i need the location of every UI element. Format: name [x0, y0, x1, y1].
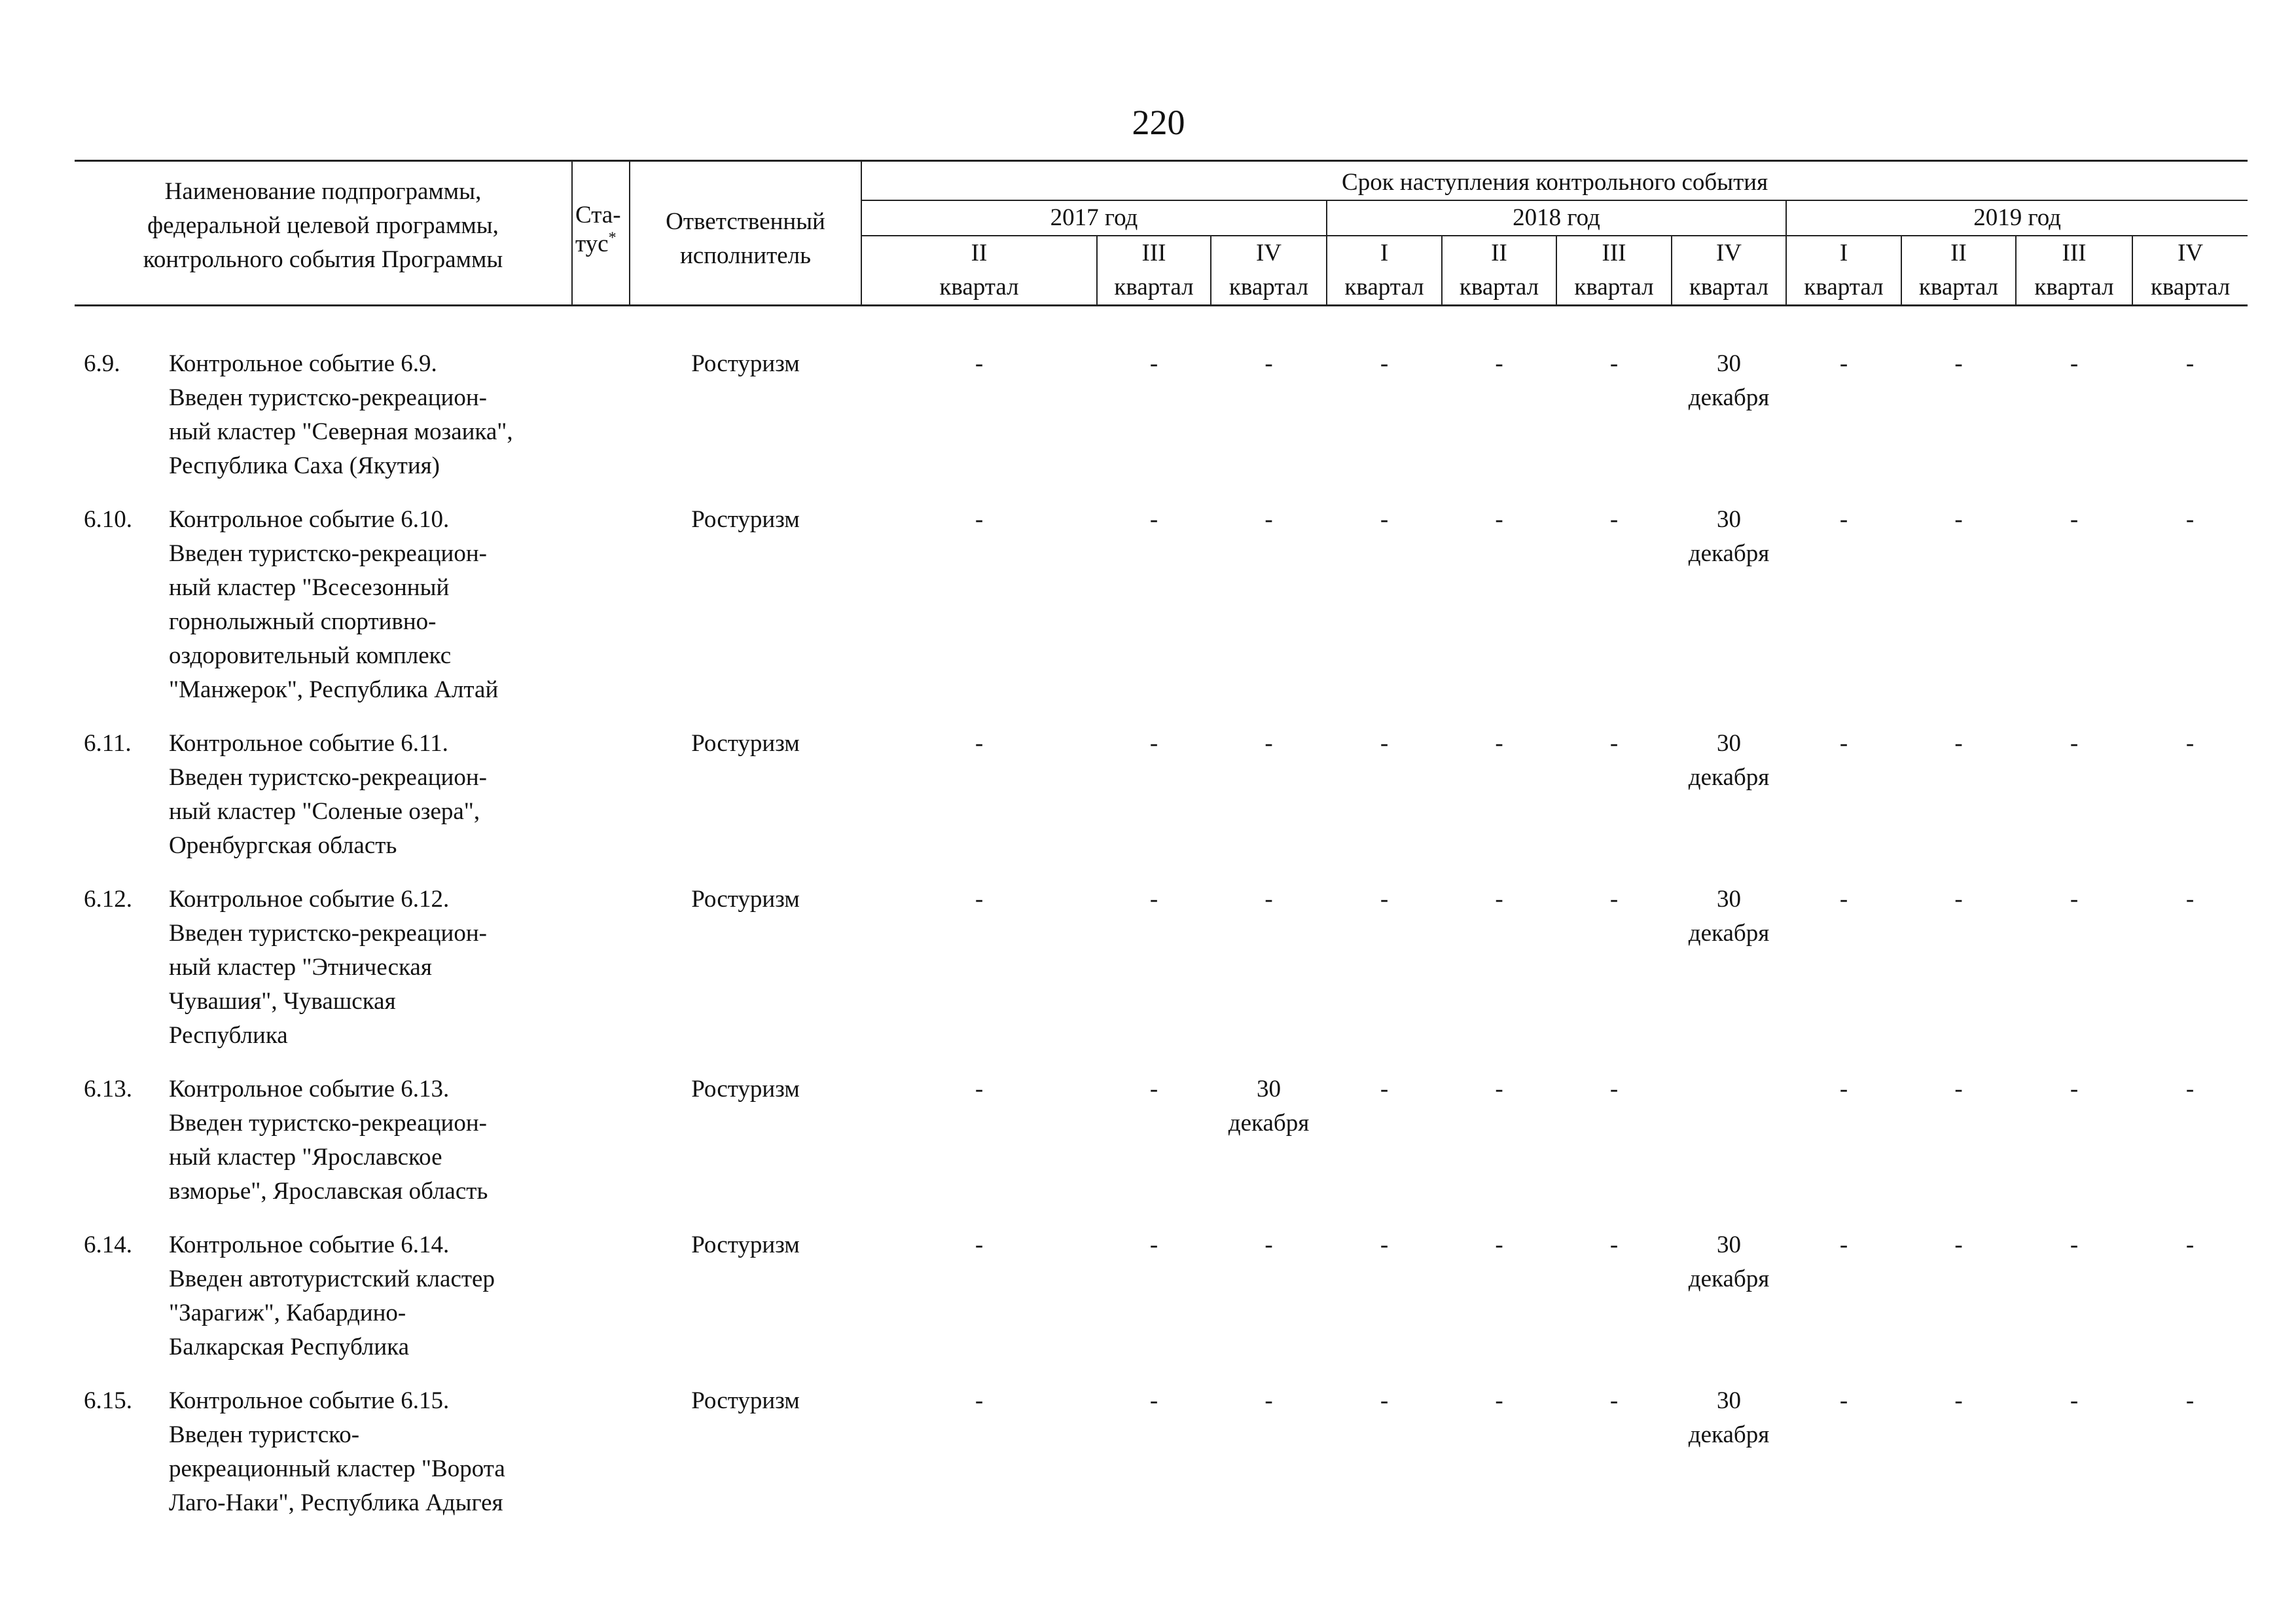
quarter-cell — [1211, 503, 1327, 727]
quarter-cell — [1442, 347, 1556, 503]
event-description-line: Оренбургская область — [169, 832, 397, 859]
event-description-line: ный кластер "Всесезонный — [169, 574, 450, 601]
quarter-value: - — [2070, 1076, 2079, 1103]
quarter-value: - — [975, 506, 984, 533]
quarter-roman: I — [1380, 240, 1389, 266]
quarter-cell — [1327, 883, 1442, 1072]
event-description-line: Контрольное событие 6.15. — [169, 1387, 450, 1414]
status-cell — [572, 727, 630, 883]
event-description-line: "Зарагиж", Кабардино- — [169, 1300, 406, 1326]
year-header-2019: 2019 год — [1786, 200, 2248, 236]
event-description-line: Балкарская Республика — [169, 1334, 410, 1360]
quarter-cell — [1901, 347, 2016, 503]
quarter-header — [1211, 236, 1327, 306]
event-description-line: ный кластер "Этническая — [169, 954, 432, 981]
quarter-cell — [1901, 1384, 2016, 1540]
quarter-value: - — [1265, 1387, 1273, 1414]
quarter-value: - — [1495, 506, 1503, 533]
quarter-value: - — [1149, 350, 1158, 377]
quarter-roman: II — [1950, 240, 1967, 266]
quarter-value: - — [1380, 1231, 1389, 1258]
quarter-cell — [861, 1072, 1097, 1228]
quarter-header — [1556, 236, 1672, 306]
event-description-line: Лаго-Наки", Республика Адыгея — [169, 1489, 503, 1516]
status-cell — [572, 1228, 630, 1384]
quarter-cell — [1327, 1228, 1442, 1384]
quarter-value: - — [1495, 886, 1503, 913]
quarter-label: квартал — [2034, 274, 2114, 301]
quarter-value: - — [1839, 350, 1848, 377]
quarter-cell — [1327, 347, 1442, 503]
event-number: 6.14. — [84, 1231, 132, 1258]
event-description-line: Контрольное событие 6.12. — [169, 886, 450, 913]
quarter-value: - — [1149, 1076, 1158, 1103]
quarter-value: - — [1495, 350, 1503, 377]
quarter-value: - — [975, 730, 984, 757]
quarter-value: - — [975, 350, 984, 377]
quarter-value: - — [1265, 506, 1273, 533]
status-footnote-mark: * — [608, 229, 617, 247]
quarter-value: - — [1839, 506, 1848, 533]
quarter-label: квартал — [939, 274, 1019, 301]
event-description — [169, 1072, 488, 1209]
event-description-line: ный кластер "Соленые озера", — [169, 798, 480, 825]
event-description — [169, 727, 487, 863]
quarter-roman: IV — [1255, 240, 1282, 266]
quarter-value: - — [1495, 1387, 1503, 1414]
event-description-line: Введен туристско-рекреацион- — [169, 540, 487, 567]
quarter-value: - — [1149, 886, 1158, 913]
quarter-cell — [2132, 1072, 2248, 1228]
event-description — [169, 883, 487, 1053]
quarter-cell — [1211, 347, 1327, 503]
quarter-header — [1786, 236, 1901, 306]
quarter-cell — [2132, 727, 2248, 883]
quarter-roman: IV — [1715, 240, 1742, 266]
quarter-value: декабря — [1688, 540, 1770, 567]
quarter-cell — [1097, 1228, 1211, 1384]
quarter-header — [2132, 236, 2248, 306]
quarter-value: 30 — [1717, 730, 1741, 757]
quarter-label: квартал — [1804, 274, 1884, 301]
quarter-label: квартал — [2150, 274, 2231, 301]
quarter-cell — [2016, 883, 2132, 1072]
event-number: 6.10. — [84, 506, 132, 533]
quarter-roman: IV — [2178, 240, 2204, 266]
quarter-value: декабря — [1688, 384, 1770, 411]
quarter-label: квартал — [1459, 274, 1539, 301]
header-row-top — [75, 161, 2248, 201]
quarter-cell — [1786, 727, 1901, 883]
year-header-2017: 2017 год — [861, 200, 1327, 236]
quarter-value: - — [2185, 886, 2195, 913]
quarter-cell — [1672, 1072, 1786, 1228]
quarter-value: 30 — [1257, 1076, 1281, 1103]
quarter-cell — [1097, 347, 1211, 503]
year-header-2018: 2018 год — [1327, 200, 1786, 236]
quarter-cell — [2132, 1228, 2248, 1384]
table-row — [75, 727, 2248, 883]
executor-cell: Ростуризм — [691, 1387, 800, 1414]
quarter-value: - — [1609, 350, 1619, 377]
quarter-value: - — [1149, 1387, 1158, 1414]
quarter-value: - — [1954, 1387, 1963, 1414]
quarter-roman: I — [1839, 240, 1848, 266]
event-description-line: взморье", Ярославская область — [169, 1178, 488, 1205]
quarter-cell — [1672, 1228, 1786, 1384]
quarter-cell — [1556, 347, 1672, 503]
quarter-cell — [1556, 1228, 1672, 1384]
quarter-value: - — [1265, 886, 1273, 913]
quarter-cell — [1786, 1384, 1901, 1540]
event-description-line: горнолыжный спортивно- — [169, 608, 437, 635]
quarter-value: - — [975, 1387, 984, 1414]
quarter-value: - — [2070, 1387, 2079, 1414]
executor-column-header — [630, 161, 861, 306]
quarter-value: - — [1609, 730, 1619, 757]
quarter-cell — [1442, 1072, 1556, 1228]
quarter-header — [1327, 236, 1442, 306]
quarter-cell — [1097, 503, 1211, 727]
quarter-cell — [861, 1384, 1097, 1540]
executor-header-line: Ответственный — [666, 208, 825, 235]
quarter-value: - — [1495, 1231, 1503, 1258]
quarter-cell — [1211, 1228, 1327, 1384]
event-description-line: Введен туристско-рекреацион- — [169, 384, 487, 411]
deadline-header: Срок наступления контрольного события — [861, 161, 2248, 201]
table-row — [75, 883, 2248, 1072]
quarter-value: - — [2185, 350, 2195, 377]
quarter-cell — [2132, 1384, 2248, 1540]
quarter-cell — [1901, 883, 2016, 1072]
quarter-cell — [2132, 503, 2248, 727]
quarter-cell — [1672, 1384, 1786, 1540]
event-description-line: Контрольное событие 6.9. — [169, 350, 437, 377]
quarter-value: - — [2185, 1231, 2195, 1258]
quarter-value: декабря — [1688, 1266, 1770, 1292]
quarter-cell — [1901, 1072, 2016, 1228]
quarter-value: - — [2185, 1076, 2195, 1103]
quarter-cell — [1556, 1072, 1672, 1228]
quarter-value: декабря — [1688, 1421, 1770, 1448]
quarter-cell — [1097, 727, 1211, 883]
event-description-line: Республика Саха (Якутия) — [169, 452, 440, 479]
quarter-cell — [1786, 347, 1901, 503]
quarter-cell — [1901, 727, 2016, 883]
event-description-line: Введен туристско-рекреацион- — [169, 920, 487, 947]
status-header-line: Ста- — [575, 202, 621, 228]
quarter-value: - — [1839, 1231, 1848, 1258]
event-description-line: Введен туристско-рекреацион- — [169, 1110, 487, 1137]
quarter-cell — [1442, 1384, 1556, 1540]
quarter-value: - — [2070, 350, 2079, 377]
name-header-line: Наименование подпрограммы, — [164, 178, 482, 205]
table-row — [75, 1384, 2248, 1540]
quarter-value: - — [1954, 730, 1963, 757]
quarter-cell — [1556, 1384, 1672, 1540]
quarter-header — [2016, 236, 2132, 306]
event-description-line: Республика — [169, 1022, 288, 1049]
event-description-line: Чувашия", Чувашская — [169, 988, 396, 1015]
quarter-value: - — [2185, 1387, 2195, 1414]
quarter-value: - — [1609, 506, 1619, 533]
quarter-value: декабря — [1228, 1110, 1310, 1137]
quarter-cell — [1442, 1228, 1556, 1384]
quarter-roman: II — [971, 240, 988, 266]
quarter-value: - — [1495, 1076, 1503, 1103]
quarter-value: - — [1149, 1231, 1158, 1258]
event-name-cell — [75, 1228, 572, 1384]
quarter-cell — [1901, 503, 2016, 727]
quarter-cell — [1211, 883, 1327, 1072]
event-description — [169, 1228, 495, 1364]
event-number: 6.12. — [84, 886, 132, 913]
quarter-header — [1672, 236, 1786, 306]
quarter-value: - — [1149, 730, 1158, 757]
event-number: 6.11. — [84, 730, 132, 757]
quarter-value: 30 — [1717, 1387, 1741, 1414]
quarter-value: 30 — [1717, 350, 1741, 377]
event-description-line: Введен автотуристский кластер — [169, 1266, 495, 1292]
quarter-cell — [1211, 1384, 1327, 1540]
quarter-value: - — [1609, 886, 1619, 913]
quarter-cell — [1097, 1072, 1211, 1228]
quarter-value: - — [2070, 506, 2079, 533]
quarter-value: - — [1380, 506, 1389, 533]
quarter-header — [1097, 236, 1211, 306]
quarter-cell — [2016, 1228, 2132, 1384]
quarter-header — [1442, 236, 1556, 306]
event-name-cell — [75, 883, 572, 1072]
quarter-cell — [1556, 883, 1672, 1072]
event-description — [169, 347, 513, 483]
quarter-cell — [1672, 883, 1786, 1072]
status-column-header — [572, 161, 630, 306]
quarter-value: - — [1265, 350, 1273, 377]
quarter-cell — [2016, 1384, 2132, 1540]
quarter-value: 30 — [1717, 1231, 1741, 1258]
table-row — [75, 347, 2248, 503]
table-row — [75, 1228, 2248, 1384]
quarter-roman: III — [2062, 240, 2087, 266]
event-description-line: Контрольное событие 6.10. — [169, 506, 450, 533]
event-description-line: "Манжерок", Республика Алтай — [169, 676, 499, 703]
quarter-value: - — [1495, 730, 1503, 757]
quarter-roman: III — [1141, 240, 1166, 266]
quarter-cell — [1097, 883, 1211, 1072]
quarter-cell — [1556, 727, 1672, 883]
quarter-cell — [1786, 883, 1901, 1072]
spacer-cell — [75, 306, 2248, 348]
quarter-cell — [861, 347, 1097, 503]
quarter-cell — [861, 883, 1097, 1072]
quarter-value: - — [1954, 1231, 1963, 1258]
status-cell — [572, 883, 630, 1072]
event-description — [169, 1384, 505, 1520]
table-row — [75, 503, 2248, 727]
quarter-value: - — [1380, 886, 1389, 913]
quarter-roman: III — [1602, 240, 1626, 266]
name-column-header — [75, 161, 572, 306]
quarter-cell — [1327, 503, 1442, 727]
executor-cell: Ростуризм — [691, 1231, 800, 1258]
quarter-cell — [1327, 727, 1442, 883]
quarter-value: - — [1609, 1076, 1619, 1103]
event-number: 6.15. — [84, 1387, 132, 1414]
quarter-roman: II — [1491, 240, 1507, 266]
event-description-line: ный кластер "Ярославское — [169, 1144, 442, 1171]
status-cell — [572, 1072, 630, 1228]
table-body — [75, 306, 2248, 1541]
event-name-cell — [75, 727, 572, 883]
quarter-value: - — [1954, 1076, 1963, 1103]
page-number: 220 — [1132, 103, 1185, 142]
quarter-label: квартал — [1918, 274, 1999, 301]
status-cell — [572, 347, 630, 503]
quarter-value: декабря — [1688, 920, 1770, 947]
control-events-table — [75, 160, 2248, 1540]
event-name-cell — [75, 503, 572, 727]
quarter-value: - — [1380, 350, 1389, 377]
event-description-line: Контрольное событие 6.11. — [169, 730, 448, 757]
event-name-cell — [75, 1384, 572, 1540]
quarter-cell — [1672, 503, 1786, 727]
quarter-cell — [1211, 727, 1327, 883]
name-header-line: контрольного события Программы — [143, 246, 503, 273]
quarter-cell — [1442, 727, 1556, 883]
status-header-text: тус — [575, 230, 609, 257]
quarter-value: - — [975, 1231, 984, 1258]
quarter-value: - — [2070, 730, 2079, 757]
quarter-value: - — [2185, 730, 2195, 757]
quarter-cell — [861, 727, 1097, 883]
quarter-value: - — [1839, 1387, 1848, 1414]
quarter-value: - — [975, 886, 984, 913]
quarter-value: - — [1839, 730, 1848, 757]
event-description-line: оздоровительный комплекс — [169, 642, 452, 669]
quarter-header — [1901, 236, 2016, 306]
quarter-value: - — [1839, 1076, 1848, 1103]
quarter-cell — [1211, 1072, 1327, 1228]
quarter-value: - — [1609, 1387, 1619, 1414]
quarter-label: квартал — [1689, 274, 1769, 301]
quarter-value: - — [1149, 506, 1158, 533]
name-header-line: федеральной целевой программы, — [147, 212, 499, 239]
event-description-line: ный кластер "Северная мозаика", — [169, 418, 513, 445]
quarter-cell — [2016, 727, 2132, 883]
quarter-cell — [1442, 503, 1556, 727]
quarter-value: - — [1954, 886, 1963, 913]
quarter-value: - — [1839, 886, 1848, 913]
quarter-cell — [1672, 347, 1786, 503]
event-description-line: Введен туристско- — [169, 1421, 360, 1448]
quarter-cell — [1901, 1228, 2016, 1384]
quarter-cell — [1327, 1384, 1442, 1540]
event-description-line: Контрольное событие 6.14. — [169, 1231, 450, 1258]
spacer-row — [75, 306, 2248, 348]
quarter-label: квартал — [1229, 274, 1309, 301]
quarter-cell — [1786, 1072, 1901, 1228]
quarter-header — [861, 236, 1097, 306]
quarter-value: - — [1954, 350, 1963, 377]
quarter-value: - — [1265, 730, 1273, 757]
executor-cell: Ростуризм — [691, 886, 800, 913]
quarter-cell — [1327, 1072, 1442, 1228]
quarter-value: 30 — [1717, 506, 1741, 533]
quarter-value: - — [1380, 1387, 1389, 1414]
quarter-cell — [861, 503, 1097, 727]
event-number: 6.9. — [84, 350, 120, 377]
status-cell — [572, 503, 630, 727]
quarter-value: - — [1380, 1076, 1389, 1103]
event-description-line: Введен туристско-рекреацион- — [169, 764, 487, 791]
quarter-value: - — [2185, 506, 2195, 533]
quarter-value: - — [1609, 1231, 1619, 1258]
quarter-value: - — [1380, 730, 1389, 757]
executor-cell: Ростуризм — [691, 506, 800, 533]
status-header-line — [575, 230, 629, 259]
event-number: 6.13. — [84, 1076, 132, 1103]
executor-header-line: исполнитель — [679, 242, 812, 269]
quarter-value: - — [1954, 506, 1963, 533]
quarter-value: - — [2070, 886, 2079, 913]
quarter-cell — [2016, 1072, 2132, 1228]
quarter-label: квартал — [1344, 274, 1424, 301]
quarter-cell — [2132, 347, 2248, 503]
executor-cell: Ростуризм — [691, 730, 800, 757]
quarter-cell — [1442, 883, 1556, 1072]
quarter-cell — [2132, 883, 2248, 1072]
quarter-cell — [861, 1228, 1097, 1384]
quarter-value: декабря — [1688, 764, 1770, 791]
table-row — [75, 1072, 2248, 1228]
event-name-cell — [75, 347, 572, 503]
quarter-cell — [2016, 347, 2132, 503]
quarter-cell — [1786, 503, 1901, 727]
event-description-line: Контрольное событие 6.13. — [169, 1076, 450, 1103]
executor-cell: Ростуризм — [691, 350, 800, 377]
quarter-label: квартал — [1574, 274, 1654, 301]
event-description-line: рекреационный кластер "Ворота — [169, 1455, 505, 1482]
quarter-cell — [1672, 727, 1786, 883]
quarter-cell — [1097, 1384, 1211, 1540]
event-name-cell — [75, 1072, 572, 1228]
event-description — [169, 503, 498, 707]
quarter-value: - — [975, 1076, 984, 1103]
quarter-value: - — [2070, 1231, 2079, 1258]
quarter-value: 30 — [1717, 886, 1741, 913]
status-cell — [572, 1384, 630, 1540]
quarter-cell — [1556, 503, 1672, 727]
quarter-cell — [1786, 1228, 1901, 1384]
quarter-label: квартал — [1114, 274, 1194, 301]
executor-cell: Ростуризм — [691, 1076, 800, 1103]
quarter-value: - — [1265, 1231, 1273, 1258]
quarter-cell — [2016, 503, 2132, 727]
